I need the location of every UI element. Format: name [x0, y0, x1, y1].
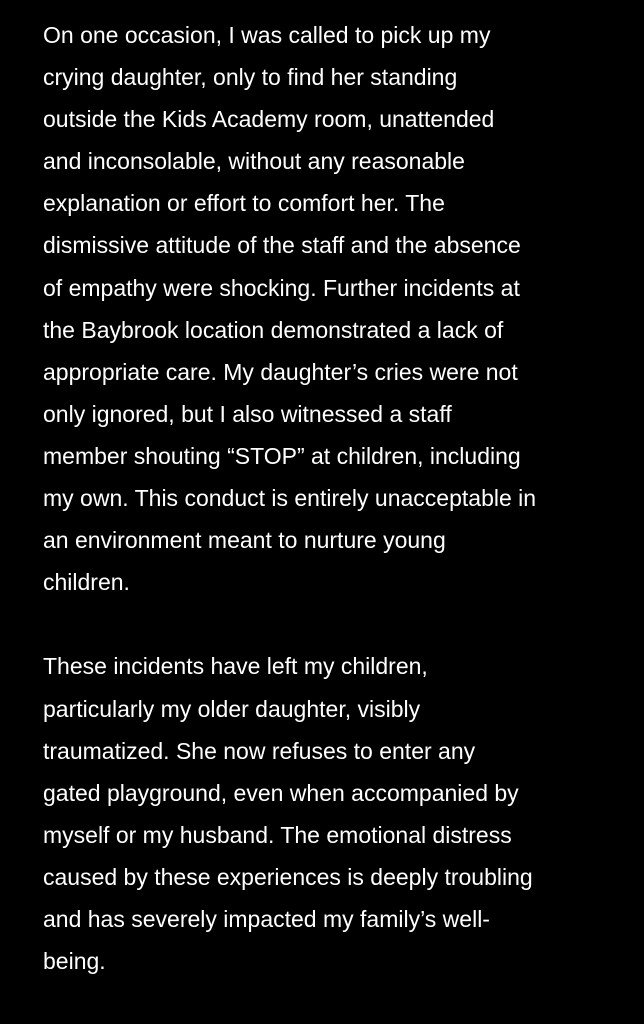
text-line: the Baybrook location demonstrated a lack of: [43, 316, 504, 343]
text-line: On one occasion, I was called to pick up my: [43, 22, 491, 48]
text-line: myself or my husband. The emotional distress: [43, 821, 512, 848]
text-line: caused by these experiences is deeply troubling: [43, 863, 533, 890]
text-line: and has severely impacted my family’s well-: [43, 905, 490, 932]
paragraph-1: [43, 14, 613, 603]
text-line: dismissive attitude of the staff and the absence: [43, 232, 521, 259]
text-line: member shouting “STOP” at children, including: [43, 442, 521, 469]
text-line: being.: [43, 948, 106, 975]
text-line: crying daughter, only to find her standing: [43, 64, 458, 91]
text-line: only ignored, but I also witnessed a staff: [43, 400, 452, 427]
paragraph-spacer: [43, 603, 613, 645]
text-line: gated playground, even when accompanied by: [43, 779, 519, 806]
text-line: appropriate care. My daughter’s cries were not: [43, 358, 518, 385]
text-line: of empathy were shocking. Further incidents at: [43, 274, 520, 301]
paragraph-2: [43, 645, 613, 982]
text-line: my own. This conduct is entirely unacceptable in: [43, 485, 537, 512]
text-line: explanation or effort to comfort her. The: [43, 190, 445, 217]
text-body: [43, 14, 613, 982]
text-line: traumatized. She now refuses to enter any: [43, 737, 476, 764]
text-line: These incidents have left my children,: [43, 653, 428, 680]
text-line: and inconsolable, without any reasonable: [43, 148, 465, 175]
text-line: outside the Kids Academy room, unattended: [43, 106, 495, 133]
text-line: an environment meant to nurture young: [43, 527, 446, 554]
text-line: children.: [43, 569, 130, 596]
text-line: particularly my older daughter, visibly: [43, 695, 421, 722]
